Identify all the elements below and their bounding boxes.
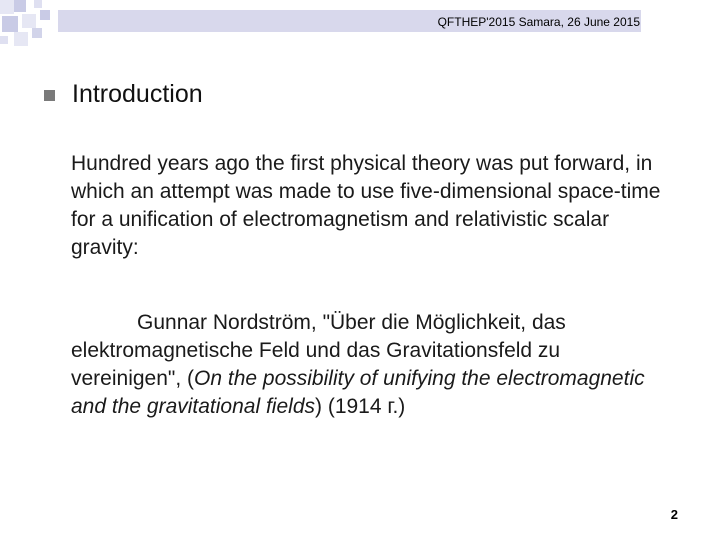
citation-translation: On the possibility of unifying the electromagnetic and the gravitational fields xyxy=(71,367,645,418)
citation-text-start: Gunnar Nordström, "Über die Möglichkeit, das elektromagnetische Feld und das Gravitationsfeld zu vereinigen", ( xyxy=(71,311,566,390)
citation-text-end: ) (1914 г.) xyxy=(315,395,406,418)
bullet-square-icon xyxy=(44,90,55,101)
intro-paragraph: Hundred years ago the first physical theory was put forward, in which an attempt was made to use five-dimensional space-time for a unification of electromagnetism and relativistic scalar gravity: xyxy=(71,152,661,259)
corner-decoration xyxy=(0,0,60,50)
citation-paragraph xyxy=(71,309,661,421)
page-number: 2 xyxy=(670,507,678,522)
section-title: Introduction xyxy=(72,80,203,108)
conference-header: QFTHEP'2015 Samara, 26 June 2015 xyxy=(437,15,640,29)
